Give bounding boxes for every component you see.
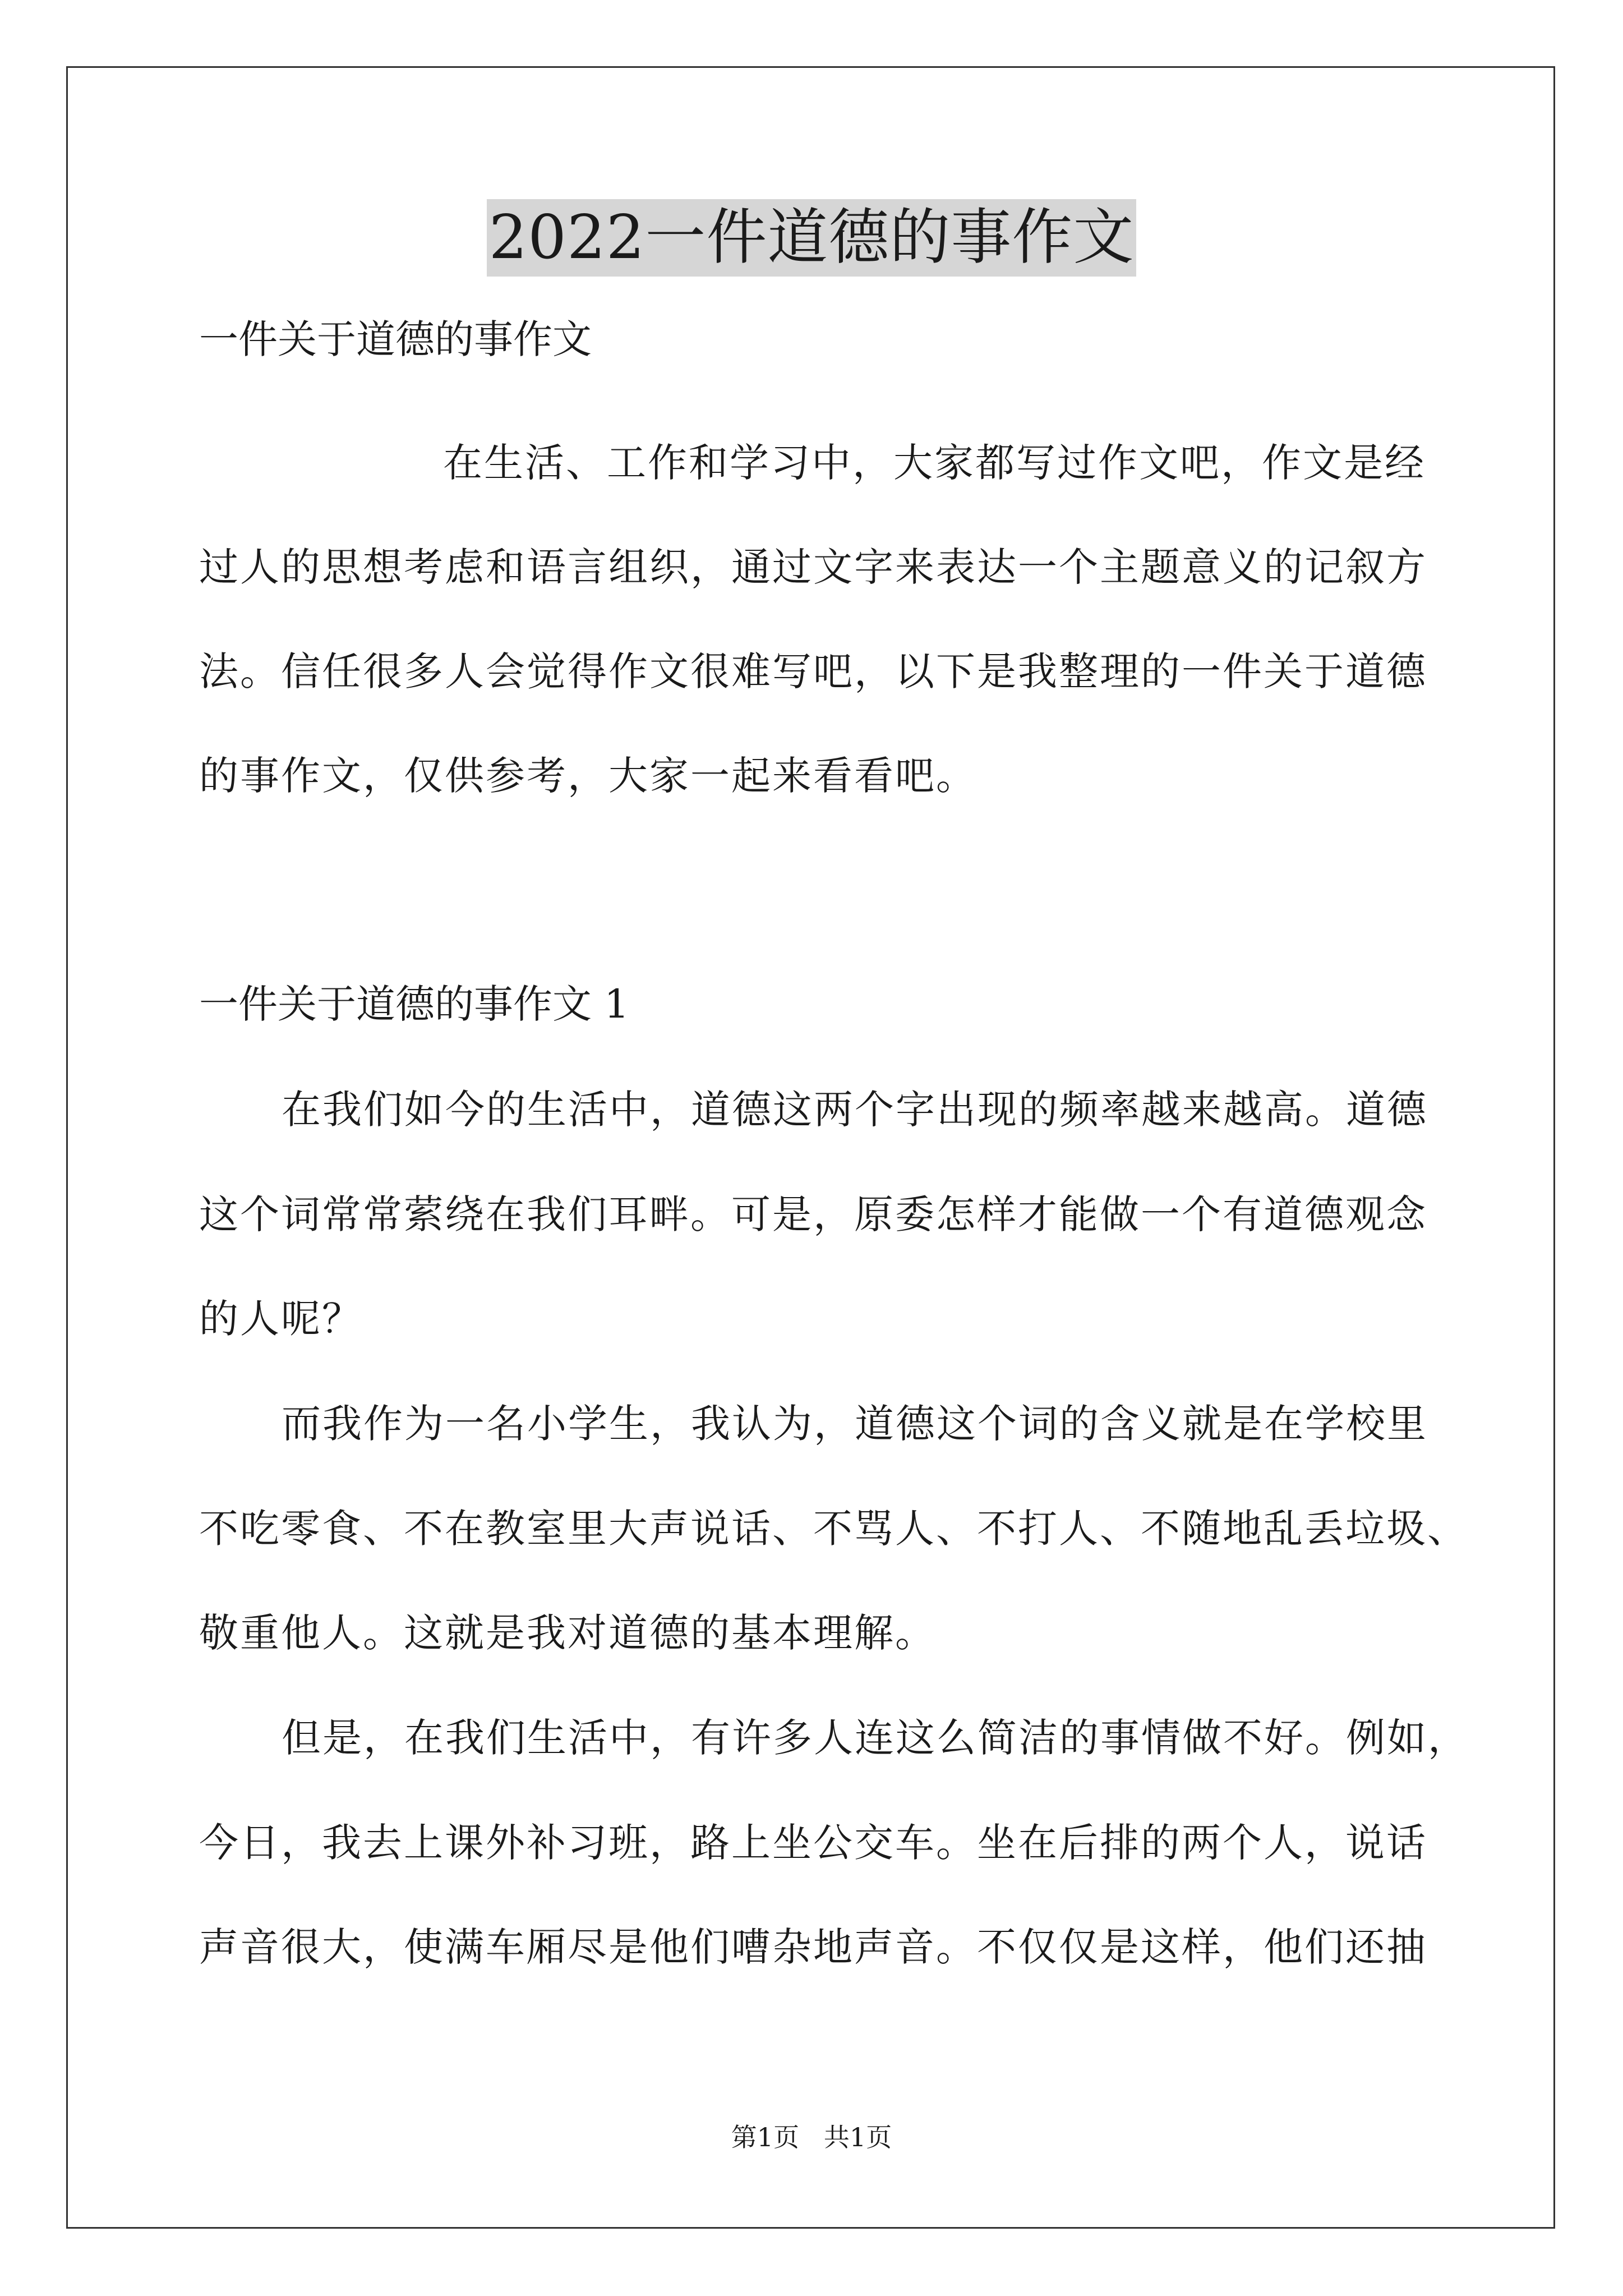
intro-line: 过人的思想考虑和语言组织，通过文字来表达一个主题意义的记叙方 (199, 544, 1427, 590)
intro-line: 的事作文，仅供参考，大家一起来看看吧。 (199, 753, 977, 799)
title-container (0, 199, 1623, 277)
body-line: 不吃零食、不在教室里大声说话、不骂人、不打人、不随地乱丢垃圾、 (199, 1506, 1468, 1552)
body-line: 但是，在我们生活中，有许多人连这么简洁的事情做不好。例如， (282, 1715, 1469, 1761)
section-heading: 一件关于道德的事作文 1 (199, 981, 629, 1027)
body-line: 在我们如今的生活中，道德这两个字出现的频率越来越高。道德 (282, 1087, 1428, 1133)
page-footer: 第1页 共1页 (731, 2122, 892, 2152)
intro-line: 法。信任很多人会觉得作文很难写吧，以下是我整理的一件关于道德 (199, 648, 1427, 694)
body-line: 今日，我去上课外补习班，路上坐公交车。坐在后排的两个人，说话 (199, 1820, 1427, 1866)
page-border (66, 66, 1555, 2229)
body-line: 的人呢？ (199, 1296, 363, 1342)
document-subtitle: 一件关于道德的事作文 (199, 316, 592, 362)
intro-line: 在生活、工作和学习中，大家都写过作文吧，作文是经 (443, 440, 1426, 486)
body-line: 敬重他人。这就是我对道德的基本理解。 (199, 1610, 936, 1656)
body-line: 这个词常常萦绕在我们耳畔。可是，原委怎样才能做一个有道德观念 (199, 1191, 1427, 1237)
document-title: 2022一件道德的事作文 (487, 199, 1137, 277)
body-line: 声音很大，使满车厢尽是他们嘈杂地声音。不仅仅是这样，他们还抽 (199, 1924, 1427, 1970)
body-line: 而我作为一名小学生，我认为，道德这个词的含义就是在学校里 (282, 1401, 1428, 1447)
